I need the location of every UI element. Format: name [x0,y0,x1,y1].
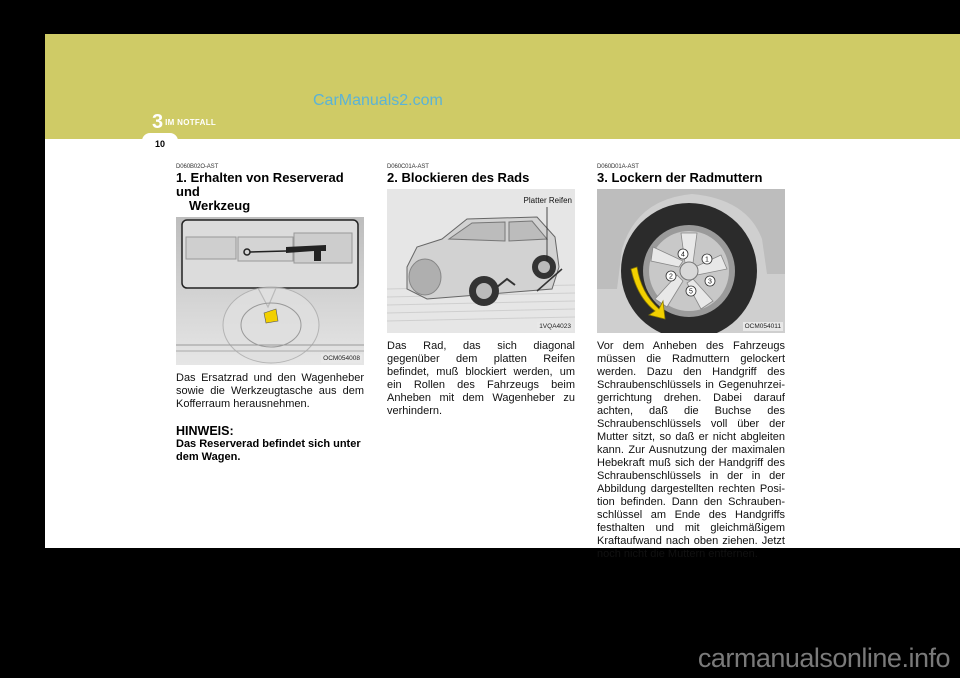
chapter-number: 3 [152,111,164,133]
section-body: Das Rad, das sich diagonal gegenüber dem platten Reifen befindet, muß blockiert werden, um ein Rollen des Fahrzeugs beim Anheben mit dem Wagenheber zu verhindern. [387,340,575,417]
svg-text:4: 4 [681,251,685,259]
manual-page [45,34,960,560]
wheel-illustration [597,189,785,333]
section-code: D060D01A-AST [597,164,639,170]
svg-text:2: 2 [669,273,673,281]
footer-watermark-link[interactable]: carmanualsonline.info [697,643,950,673]
svg-text:3: 3 [708,278,712,286]
section-title: 3. Lockern der Radmuttern [597,170,763,185]
note-title: HINWEIS: [176,424,234,438]
figure-id: 1VQA4023 [539,323,571,330]
chapter-title: IM NOTFALL [165,118,217,127]
section-body: Vor dem Anheben des Fahrzeugs müssen die Radmuttern gelockert werden. Dazu den Handgriff des Schraubenschlüssels in Gegenuhrzei-gerrichtung drehen. Dabei darauf achten, daß die Buchse des Schraubenschlüssels voll über der Mutter sitzt, so daß er nicht abgleiten kann. Zur Ausnutzung der maximalen Hebekraft muß sich der Handgriff des Schraubenschlüssels in der in der Abbildung dargestellten rechten Posi-tion befinden. Dann den Schrauben-schlüssel am Ende des Handgriffs festhalten und mit gleichmäßigem Kraftaufwand nach oben ziehen. Jetzt noch nicht die Muttern entfernen. [597,340,785,560]
section-code: D060B02O-AST [176,164,219,170]
section-loosen-nuts [597,164,785,561]
svg-text:5: 5 [689,288,693,296]
section-code: D060C01A-AST [387,164,429,170]
figure-car-jack [387,189,575,333]
figure-wheel-nuts [597,189,785,333]
chapter-heading [152,111,216,134]
section-title: 2. Blockieren des Rads [387,170,530,185]
note-text: Das Reserverad befindet sich unter dem Wagen. [176,438,361,463]
svg-text:1: 1 [705,256,709,264]
page-number: 10 [142,133,178,151]
figure-id: OCM054011 [744,323,781,330]
flat-tire-callout: Platter Reifen [523,196,572,205]
section-block-wheel [387,164,575,418]
section-spare-wheel [176,164,364,464]
section-body: Das Ersatzrad und den Wagenheber sowie die Werkzeugtasche aus dem Kofferraum herausnehmen. [176,372,364,410]
figure-id: OCM054008 [323,355,360,362]
trunk-illustration [176,217,364,365]
figure-trunk-tools [176,217,364,365]
car-illustration [387,189,575,333]
section-title: 1. Erhalten von Reserverad und Werkzeug [176,170,344,213]
watermark-link[interactable]: CarManuals2.com [313,92,443,109]
